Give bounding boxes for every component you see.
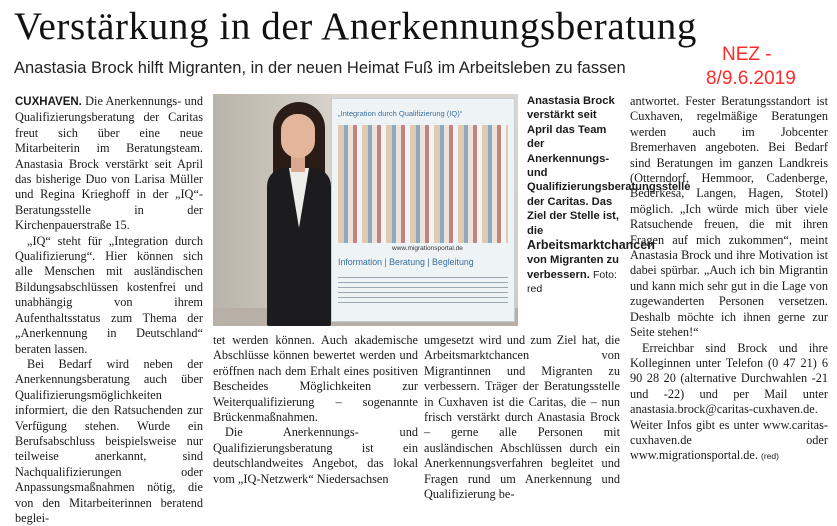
banner-url: www.migrationsportal.de <box>392 245 463 252</box>
portrait-person <box>259 102 339 326</box>
subheadline: Anastasia Brock hilft Migranten, in der neuen Heimat Fuß im Arbeitsleben zu fassen <box>14 59 626 77</box>
column-2 <box>213 333 418 487</box>
headline: Verstärkung in der Anerkennungsberatung <box>14 5 697 48</box>
dateline: CUXHAVEN. <box>15 96 82 108</box>
date-stamp-line1: NEZ - <box>722 44 772 65</box>
article-photo <box>213 94 518 326</box>
banner-title: „Integration durch Qualifizierung (IQ)“ <box>338 109 463 118</box>
caption-tail: von Migranten zu verbessern. <box>527 254 619 281</box>
person-neck <box>291 156 305 172</box>
paragraph <box>15 94 203 234</box>
paragraph: „IQ“ steht für „Integration durch Qualifizierung“. Hier können sich alle Menschen mit ausländischen Bildungsabschlüssen kostenfrei und unabhängig von ihrem Aufenthaltsstatus zum Thema der „Anerkennung in Deutschland“ beraten lassen. <box>15 233 203 356</box>
column-1 <box>15 94 203 526</box>
date-stamp-line2: 8/9.6.2019 <box>706 68 796 89</box>
paragraph-text: Erreichbar sind Brock und ihre Kolleginnen unter Telefon (0 47 21) 6 90 28 20 (alternative Durchwahlen -21 und -22) und per Mail unter anastasia.brock@caritas-cuxhaven.de. Weiter Infos gibt es unter www.caritas-cuxhaven.de oder www.migrationsportal.de. <box>630 340 828 463</box>
paragraph-text: Die Anerkennungs- und Qualifizierungsberatung der Caritas freut sich über eine neue Mitarbeiterin im Beratungsteam. Anastasia Brock verstärkt seit April das bisherige Duo von Larisa Müller und Regina Krieghoff in der „IQ“-Beratungsstelle in der Kirchenpauerstraße 15. <box>15 94 204 233</box>
paragraph: umgesetzt wird und zum Ziel hat, die Arbeitsmarktchancen von Migrantinnen und Migranten zu verbessern. Träger der Beratungsstelle in Cuxhaven ist die Caritas, die – nun frisch verstärkt durch Anastasia Brock – gerne alle Personen mit ausländischen Abschlüssen durch ein Anerkennungsverfahren begleitet und Fragen rund um Anerkennung und Qualifizierung be- <box>424 333 620 502</box>
paragraph <box>630 341 828 465</box>
caption-highlight: Arbeitsmarktchancen <box>527 238 655 253</box>
paragraph: antwortet. Fester Beratungsstandort ist Cuxhaven, regelmäßige Beratungen werden auch im Jobcenter Bremerhaven angeboten. Bei Bedarf sind Beratungen im ganzen Landkreis (Otterndorf, Hemmoor, Cadenberge, Bederkesa, Langen, Hagen, Stotel) möglich. „Ich würde mich über viele Ratsuchende freuen, die mit ihren Fragen auf mich zukommen“, meint Anastasia Brock und ihre Motivation ist dabei spürbar. „Auch ich bin Migrantin und kann mich sehr gut in die Lage von zugewanderten Personen versetzen. Deshalb möchte ich ihnen gerne zur Seite stehen!“ <box>630 94 828 340</box>
banner-small-print <box>338 277 508 307</box>
photo-credit: Foto: red <box>527 268 617 296</box>
paragraph: Bei Bedarf wird neben der Anerkennungsberatung auch über Qualifizierungsmöglichkeiten informiert, die den Ratsuchenden zur Verfügung stehen. Wurde ein Berufsabschluss beispielsweise nur teilweise anerkannt, sind Nachqualifizierungen oder Anpassungsmaßnahmen nötig, die von den Mitarbeiterinnen beratend beglei- <box>15 356 203 525</box>
banner-crowd-image <box>338 125 508 243</box>
paragraph: tet werden können. Auch akademische Abschlüsse können bewertet werden und eröffnen nach dem Erhalt eines positiven Bescheides Möglichkeiten zur Weiterqualifizierung – sogenannte Brückenmaßnahmen. <box>213 333 418 425</box>
column-3 <box>424 333 620 502</box>
column-4 <box>630 94 828 465</box>
paragraph: Die Anerkennungs- und Qualifizierungsberatung ist ein deutschlandweites Angebot, das lokal vom „IQ-Netzwerk“ Niedersachsen <box>213 425 418 486</box>
roll-up-banner <box>331 98 515 322</box>
caption-text: Anastasia Brock verstärkt seit April das Team der Anerkennungs- und Qualifizierungsberatungsstelle der Caritas. Das Ziel der Stelle ist, die <box>527 95 691 237</box>
photo-caption <box>527 94 691 297</box>
banner-tagline: Information | Beratung | Begleitung <box>338 257 474 267</box>
author-credit: (red) <box>761 451 779 462</box>
person-face <box>281 114 315 158</box>
